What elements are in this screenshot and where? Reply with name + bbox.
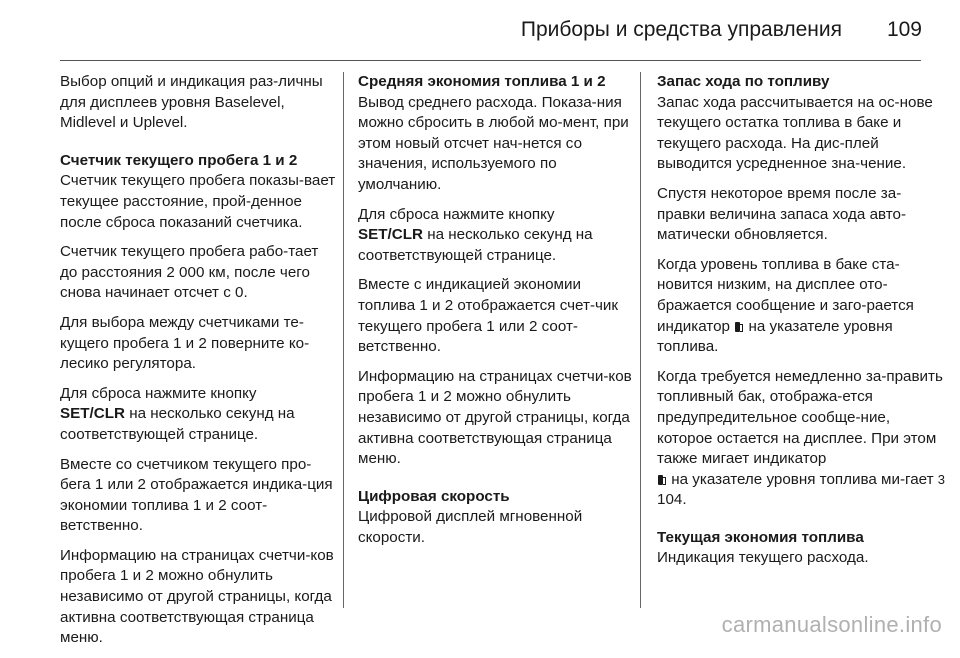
current-fuel-heading: Текущая экономия топлива xyxy=(657,528,864,546)
column-divider xyxy=(640,72,641,608)
trip-odometer-heading: Счетчик текущего пробега 1 и 2 xyxy=(60,151,298,169)
trip-paragraph-4 xyxy=(60,384,336,446)
trip-paragraph-3: Для выбора между счетчиками те-кущего пробега 1 и 2 поверните ко-лесико регулятора. xyxy=(60,313,310,373)
refuel-text: Когда требуется немедленно за-править топливный бак, отобража-ется предупредительное сообще-ние, которое остается на дисплее. При этом также мигает индикатор xyxy=(657,367,943,468)
column-3 xyxy=(657,72,947,578)
fuel-pump-icon xyxy=(658,474,666,485)
column-divider xyxy=(343,72,344,608)
page-number: 109 xyxy=(886,18,922,41)
set-clr-key: SET/CLR xyxy=(358,226,423,244)
set-clr-key: SET/CLR xyxy=(60,405,125,423)
trip-paragraph-1: Счетчик текущего пробега показы-вает текущее расстояние, прой-денное после сброса показаний счетчика. xyxy=(60,172,336,231)
range-paragraph-3 xyxy=(657,255,947,358)
column-2 xyxy=(358,72,640,557)
column-1 xyxy=(60,72,336,658)
reset-text-post: на несколько секунд на соответствующей странице. xyxy=(358,226,593,264)
page-reference-arrow-icon: 3 xyxy=(937,471,946,487)
reset-text: Для сброса нажмите кнопку xyxy=(60,384,257,402)
trip-paragraph-6: Информацию на страницах счетчи-ков пробега 1 и 2 можно обнулить независимо от другой страницы, когда активна соответствующая страница меню. xyxy=(60,546,334,647)
reset-text: Для сброса нажмите кнопку xyxy=(358,205,555,223)
avg-paragraph-3: Вместе с индикацией экономии топлива 1 и 2 отображается счет-чик текущего пробега 1 или 2 соот-ветственно. xyxy=(358,276,619,356)
current-paragraph: Индикация текущего расхода. xyxy=(657,549,869,567)
low-fuel-text: Когда уровень топлива в баке ста-новится низким, на дисплее ото-бражается сообщение и заго-рается индикатор xyxy=(657,255,914,335)
avg-paragraph-1: Вывод среднего расхода. Показа-ния можно сбросить в любой мо-мент, при этом новый отсчет нач-нется со значения, используемого по умолчанию. xyxy=(358,93,629,193)
fuel-pump-icon xyxy=(735,321,743,332)
low-fuel-text-post: на указателе уровня топлива. xyxy=(657,317,893,356)
trip-paragraph-5: Вместе со счетчиком текущего про-бега 1 или 2 отображается индика-ция экономии топлива 1 и 2 соот-ветственно. xyxy=(60,455,333,535)
reset-text-post: на несколько секунд на соответствующей странице. xyxy=(60,405,295,443)
speed-paragraph: Цифровой дисплей мгновенной скорости. xyxy=(358,508,583,546)
avg-paragraph-2 xyxy=(358,205,640,267)
digital-speed-heading: Цифровая скорость xyxy=(358,487,510,505)
header-rule xyxy=(60,60,921,61)
range-heading: Запас хода по топливу xyxy=(657,73,830,90)
avg-fuel-heading: Средняя экономия топлива 1 и 2 xyxy=(358,73,606,90)
page-reference-link[interactable]: 104. xyxy=(657,491,687,509)
range-paragraph-1: Запас хода рассчитывается на ос-нове текущего остатка топлива в баке и текущего расхода. На дис-плей выводится усредненное зна-чение. xyxy=(657,93,933,173)
page-title: Приборы и средства управления xyxy=(520,18,842,41)
range-paragraph-4 xyxy=(657,367,947,511)
range-paragraph-2: Спустя некоторое время после за-правки величина запаса хода авто-матически обновляется. xyxy=(657,184,907,244)
refuel-text-mid: на указателе уровня топлива ми-гает xyxy=(667,470,938,488)
watermark: carmanualsonline.info xyxy=(721,612,942,637)
intro-paragraph: Выбор опций и индикация раз-личны для дисплеев уровня Baselevel, Midlevel и Uplevel. xyxy=(60,73,323,132)
avg-paragraph-4: Информацию на страницах счетчи-ков пробега 1 и 2 можно обнулить независимо от другой страницы, когда активна соответствующая страница меню. xyxy=(358,367,632,468)
trip-paragraph-2: Счетчик текущего пробега рабо-тает до расстояния 2 000 км, после чего снова начинает отсчет с 0. xyxy=(60,243,319,302)
page-header xyxy=(0,0,960,60)
